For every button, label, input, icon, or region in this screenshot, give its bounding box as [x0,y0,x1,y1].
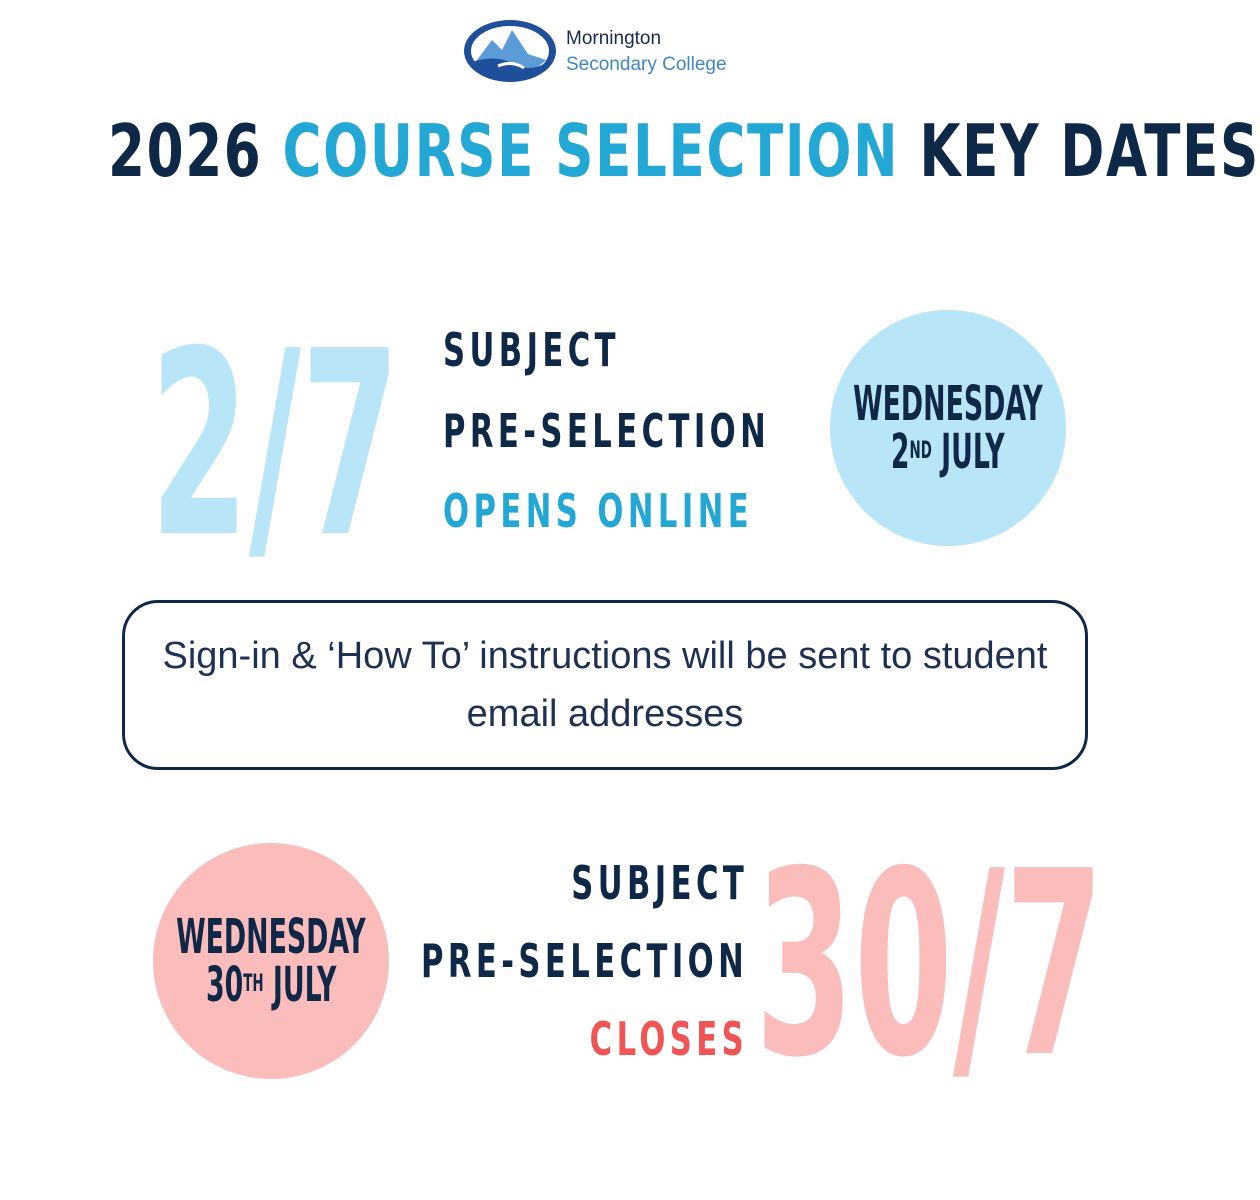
page-title [108,108,1260,194]
open-big-date: 2/7 [150,297,400,594]
close-circle-suffix: TH [243,969,264,997]
open-caption-line2: PRE-SELECTION [443,404,771,458]
instructions-text: Sign-in & ‘How To’ instructions will be sent to student email addresses [162,635,1048,735]
close-circle-day: WEDNESDAY [176,909,366,965]
title-highlight: COURSE SELECTION [282,109,900,193]
close-caption-line1: SUBJECT [570,856,748,910]
close-circle-num: 30 [205,957,244,1013]
title-year: 2026 [108,109,263,193]
college-logo [462,18,762,88]
instructions-box [122,600,1088,770]
close-caption-line2: PRE-SELECTION [420,934,748,988]
open-circle-num: 2 [891,424,910,480]
mountain-wave-logo-icon [462,18,558,84]
open-date-circle [830,310,1066,546]
open-circle-day: WEDNESDAY [853,376,1043,432]
close-circle-date [205,957,337,1013]
open-circle-suffix: ND [909,436,933,464]
logo-subname: Secondary College [566,54,727,75]
open-circle-month: JULY [941,424,1005,480]
open-circle-date [891,424,1005,480]
close-caption-line3: CLOSES [589,1012,748,1066]
close-date-circle [153,843,389,1079]
title-tail: KEY DATES [919,109,1260,193]
open-caption-line1: SUBJECT [443,323,621,377]
close-big-date: 30/7 [755,817,1104,1114]
close-circle-month: JULY [272,957,337,1013]
open-caption-line3: OPENS ONLINE [443,484,754,538]
logo-name: Mornington [566,28,662,49]
